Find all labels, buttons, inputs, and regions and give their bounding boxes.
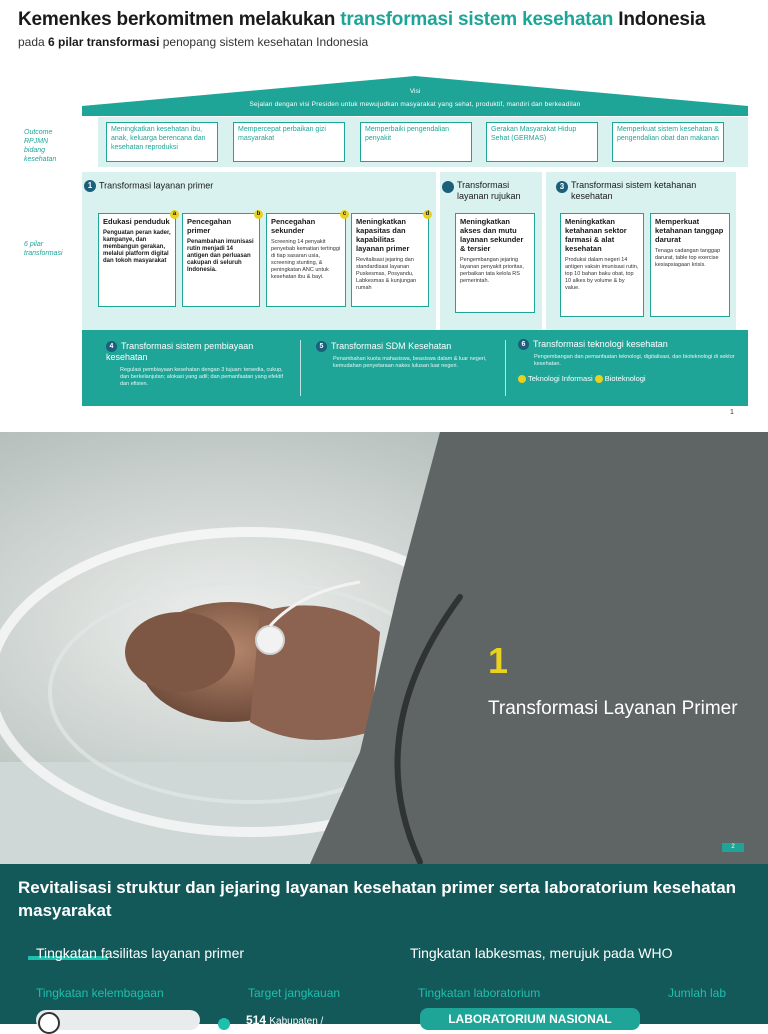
tag-dot-icon <box>518 375 526 383</box>
pillar-1-card-a: a Edukasi penduduk Penguatan peran kader, kampanye, dan membangun gerakan, melalui platform digital dan tokoh masyarakat <box>98 213 176 307</box>
pillar-4: 4 Transformasi sistem pembiayaan kesehatan Regulasi pembiayaan kesehatan dengan 3 tujuan: tersedia, cukup, dan berkelanjutan; alokasi yang adil; dan pemanfaatan yang efektif dan efisien. <box>106 341 283 388</box>
pillar-1-card-b: b Pencegahan primer Penambahan imunisasi rutin menjadi 14 antigen dan perluasan cakupan di seluruh Indonesia. <box>182 213 260 307</box>
slide-1-subtitle: pada 6 pilar transformasi penopang sistem kesehatan Indonesia <box>18 35 369 49</box>
outcome-box: Mempercepat perbaikan gizi masyarakat <box>233 122 345 162</box>
pillars-side-label: 6 pilar transformasi <box>24 241 63 257</box>
pillar-6: 6 Transformasi teknologi kesehatan Pengembangan dan pemanfaatan teknologi, digitalisasi, dan bioteknologi di sektor kesehatan. Teknologi Informasi Bioteknologi <box>518 339 740 383</box>
slide-1-title: Kemenkes berkomitmen melakukan transformasi sistem kesehatan Indonesia <box>18 9 706 30</box>
vision-roof <box>82 76 748 116</box>
pillar-number: 3 <box>556 181 568 193</box>
pillar-number: 5 <box>316 341 327 352</box>
page-number: 2 <box>722 843 744 852</box>
divider <box>300 340 301 396</box>
target-value: 514 Kabupaten / <box>246 1013 324 1027</box>
outcome-box: Gerakan Masyarakat Hidup Sehat (GERMAS) <box>486 122 598 162</box>
pillar-number: 6 <box>518 339 529 350</box>
card-letter-badge: b <box>254 210 263 219</box>
col-label: Tingkatan kelembagaan <box>36 986 164 1000</box>
pillar-3-card-1: Meningkatkan ketahanan sektor farmasi & alat kesehatan Produksi dalam negeri 14 antigen vaksin imunisasi rutin, top 10 bahan baku obat, top 10 alkes by volume & by value. <box>560 213 644 317</box>
pillar-1-heading: 1 Transformasi layanan primer <box>84 180 213 192</box>
pillar-2-heading: Transformasi layanan rujukan <box>442 180 540 202</box>
national-lab-badge: LABORATORIUM NASIONAL <box>420 1008 640 1030</box>
pillar-number: 4 <box>106 341 117 352</box>
right-heading: Tingkatan labkesmas, merujuk pada WHO <box>410 945 673 961</box>
pillar-3-heading: 3 Transformasi sistem ketahanan kesehatan <box>556 180 734 202</box>
section-number: 1 <box>488 640 509 681</box>
pillar-5: 5 Transformasi SDM Kesehatan Penambahan kuota mahasiswa, beasiswa dalam & luar negeri, kemudahan penyetaraan nakes lulusan luar negeri. <box>316 341 496 370</box>
page-number: 1 <box>730 409 734 416</box>
pillar-1-card-d: d Meningkatkan kapasitas dan kapabilitas layanan primer Revitalisasi jejaring dan standardisasi layanan Puskesmas, Posyandu, Labkesmas & kunjungan rumah <box>351 213 429 307</box>
slide-2 <box>0 432 768 864</box>
institution-pill <box>36 1010 200 1030</box>
section-title: Transformasi Layanan Primer <box>488 698 738 719</box>
vision-title: Visi <box>409 88 421 95</box>
tag-dot-icon <box>595 375 603 383</box>
building-icon <box>38 1012 60 1034</box>
slide-3-title: Revitalisasi struktur dan jejaring layanan kesehatan primer serta laboratorium kesehatan masyarakat <box>18 878 737 920</box>
outcome-box: Memperbaiki pengendalian penyakit <box>360 122 472 162</box>
pillar-3-card-2: Memperkuat ketahanan tanggap darurat Tenaga cadangan tanggap darurat, table top exercise kesiapsiagaan krisis. <box>650 213 730 317</box>
incubator-baby-photo <box>0 432 768 864</box>
outcome-side-label: Outcome RPJMN bidang kesehatan <box>24 129 57 163</box>
outcome-box: Memperkuat sistem kesehatan & pengendalian obat dan makanan <box>612 122 724 162</box>
outcome-box: Meningkatkan kesehatan ibu, anak, keluarga berencana dan kesehatan reproduksi <box>106 122 218 162</box>
pillar-2-card: Meningkatkan akses dan mutu layanan sekunder & tersier Pengembangan jejaring layanan penyakit prioritas, perbaikan tata kelola RS pemerintah. <box>455 213 535 313</box>
pillar-number: 1 <box>84 180 96 192</box>
divider <box>505 340 506 396</box>
card-letter-badge: d <box>423 210 432 219</box>
card-letter-badge: c <box>340 210 349 219</box>
target-dot-icon <box>218 1018 230 1030</box>
pillar-1-card-c: c Pencegahan sekunder Screening 14 penyakit penyebab kematian tertinggi di tiap sasaran usia, screening stunting, & peningkatan ANC untuk kesehatan ibu & bayi. <box>266 213 346 307</box>
card-letter-badge: a <box>170 210 179 219</box>
col-label: Target jangkauan <box>248 986 341 1000</box>
left-heading: Tingkatan fasilitas layanan primer <box>36 945 245 961</box>
col-label: Tingkatan laboratorium <box>418 986 541 1000</box>
col-label: Jumlah lab <box>668 986 727 1000</box>
pillar-number <box>442 181 454 193</box>
vision-text: Sejalan dengan visi Presiden untuk mewujudkan masyarakat yang sehat, produktif, mandiri dan berkeadilan <box>249 101 581 108</box>
tech-tags: Teknologi Informasi Bioteknologi <box>518 374 740 383</box>
